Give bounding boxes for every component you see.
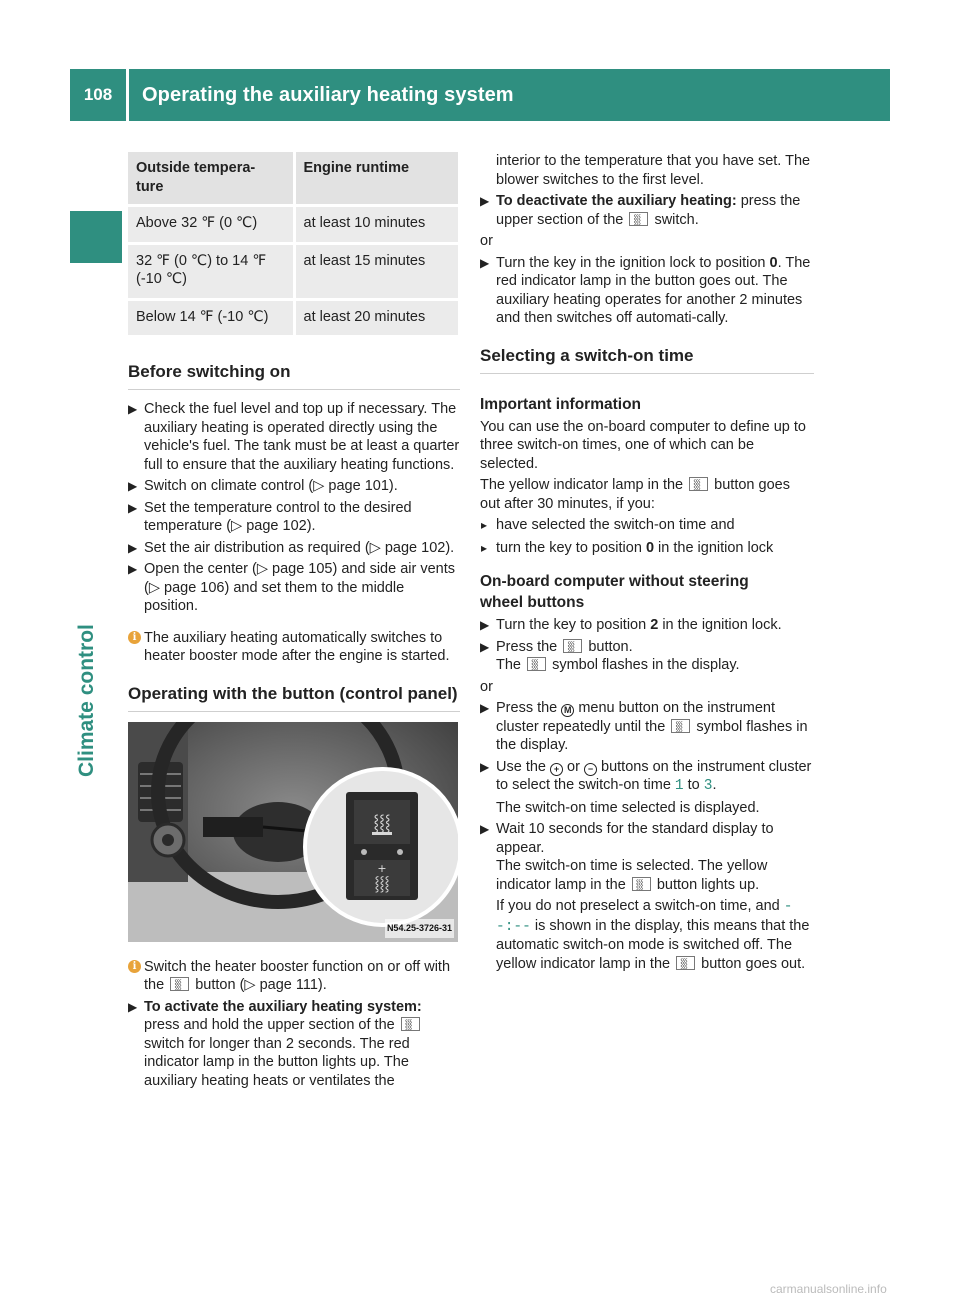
paragraph-text: is shown in the display, this means that the automatic switch-on mode is switched off. The yellow indicator lamp in the xyxy=(496,917,810,972)
list-item xyxy=(480,539,814,558)
arrow-icon xyxy=(128,560,137,579)
step-item xyxy=(480,820,814,894)
subsection-heading: Important information xyxy=(480,395,642,413)
step-text: Switch on climate control (▷ page 101). xyxy=(144,478,398,494)
step-text: symbol flashes in the display. xyxy=(552,657,740,673)
step-text: Turn the key to position xyxy=(496,617,647,633)
dashboard-illustration xyxy=(128,722,458,942)
step-text: menu button on the instrument cluster repeatedly until the xyxy=(496,700,775,735)
svg-text:⸾⸾⸾: ⸾⸾⸾ xyxy=(373,812,391,832)
step-item xyxy=(128,560,460,616)
step-label: To activate the auxiliary heating system: xyxy=(144,998,422,1015)
display-text: 1 xyxy=(674,778,684,794)
list-item xyxy=(480,516,814,535)
step-text: button. xyxy=(588,638,633,655)
paragraph: The switch-on time selected is displayed. xyxy=(496,799,760,816)
arrow-icon xyxy=(480,699,489,718)
info-icon: i xyxy=(128,631,141,644)
arrow-icon xyxy=(480,638,489,657)
table-cell: at least 15 minutes xyxy=(294,243,458,299)
step-text: press and hold the upper section of the xyxy=(144,1017,395,1033)
step-item xyxy=(480,616,814,635)
arrow-icon xyxy=(128,477,137,496)
step-item xyxy=(480,699,814,755)
section-label: Climate control xyxy=(75,624,98,777)
arrow-icon xyxy=(480,254,489,273)
step-text: switch for longer than 2 seconds. The red indicator lamp in the button lights up. The auxiliary heating heats or ventilates the xyxy=(144,1035,410,1089)
or-text: or xyxy=(480,233,493,249)
list-text: in the ignition lock xyxy=(658,539,774,556)
step-text: press the upper section of the xyxy=(496,193,801,228)
info-note xyxy=(128,958,460,995)
step-text: Set the air distribution as required (▷ page 102). xyxy=(144,539,455,556)
step-text: Press the xyxy=(496,638,558,655)
svg-text:+: + xyxy=(377,861,387,875)
step-text: buttons on the instrument cluster to select the switch-on time xyxy=(496,758,812,793)
auxiliary-heating-icon xyxy=(401,1017,420,1031)
step-text: Press the xyxy=(496,700,558,716)
table-row xyxy=(128,299,458,335)
figure-code: N54.25-3726-31 xyxy=(385,919,454,938)
or-text: or xyxy=(480,678,493,695)
key-position: 0 xyxy=(769,254,778,271)
step-item xyxy=(128,400,460,474)
step-text: Check the fuel level and top up if necessary. The auxiliary heating is operated directly using the vehicle's fuel. The tank must be at least a quarter full to ensure that the auxiliary heating functions. xyxy=(144,401,460,473)
table-header: Outside tempera- ture xyxy=(128,152,294,206)
step-item xyxy=(480,638,814,675)
info-note xyxy=(128,629,460,666)
key-position: 0 xyxy=(645,539,655,556)
auxiliary-heating-icon xyxy=(671,719,690,733)
paragraph-text: button goes out. xyxy=(701,955,806,972)
auxiliary-heating-icon xyxy=(676,956,695,970)
section-heading: Before switching on xyxy=(128,361,460,390)
section-marker xyxy=(70,211,122,263)
step-text: Turn the key in the ignition lock to position xyxy=(496,254,766,271)
minus-button-icon: − xyxy=(584,763,597,776)
display-text: --:-- xyxy=(496,899,793,935)
table-cell: Below 14 ℉ (-10 ℃) xyxy=(128,299,294,335)
step-text: . The red indicator lamp in the button goes out. The auxiliary heating operates for another 2 minutes and then switches off automati-cally. xyxy=(496,254,811,326)
table-cell: at least 10 minutes xyxy=(294,206,458,244)
arrow-icon xyxy=(480,192,489,211)
page-number: 108 xyxy=(83,84,113,104)
heater-booster-icon xyxy=(170,977,189,991)
paragraph-text: button goes out after 30 minutes, if you: xyxy=(480,477,790,512)
step-text: The xyxy=(496,657,521,673)
bullet-icon: ▸ xyxy=(481,540,488,555)
arrow-icon xyxy=(480,616,489,635)
bullet-icon: ▸ xyxy=(481,518,488,532)
step-text: Open the center (▷ page 105) and side air vents (▷ page 106) and set them to the middle position. xyxy=(144,561,456,614)
arrow-icon xyxy=(128,539,137,558)
arrow-icon xyxy=(480,820,489,839)
section-sidebar xyxy=(70,121,122,777)
menu-button-icon: M xyxy=(561,704,574,717)
svg-text:⸾⸾⸾: ⸾⸾⸾ xyxy=(374,875,390,892)
auxiliary-heating-icon xyxy=(629,212,648,226)
info-text: Switch the heater booster function on or off with the xyxy=(144,958,451,993)
step-item xyxy=(480,192,814,229)
table-cell: 32 ℉ (0 ℃) to 14 ℉ (-10 ℃) xyxy=(128,243,294,299)
step-item xyxy=(128,998,460,1091)
paragraph xyxy=(480,476,814,513)
info-icon: i xyxy=(128,960,141,973)
arrow-icon xyxy=(128,998,137,1017)
table-cell: at least 20 minutes xyxy=(294,299,458,335)
table-row xyxy=(128,206,458,244)
auxiliary-heating-icon xyxy=(527,657,546,671)
step-item xyxy=(128,539,460,558)
auxiliary-heating-icon xyxy=(632,877,651,891)
arrow-icon xyxy=(128,499,137,518)
info-text: The auxiliary heating automatically switches to heater booster mode after the engine is started. xyxy=(144,629,450,664)
plus-button-icon: + xyxy=(550,763,563,776)
key-position: 2 xyxy=(650,617,659,633)
step-text: button lights up. xyxy=(656,876,760,893)
auxiliary-heating-icon xyxy=(563,639,582,653)
display-text: 3 xyxy=(703,778,713,794)
paragraph-text: The yellow indicator lamp in the xyxy=(480,477,684,493)
continued-text: interior to the temperature that you have set. The blower switches to the first level. xyxy=(496,153,811,188)
list-text: turn the key to position xyxy=(496,539,642,556)
list-text: have selected the switch-on time and xyxy=(496,517,735,533)
step-item xyxy=(128,499,460,536)
step-text: symbol flashes in the display. xyxy=(496,718,808,753)
step-item xyxy=(128,477,460,496)
step-text: switch. xyxy=(654,211,699,228)
paragraph: You can use the on-board computer to define up to three switch-on times, one of which can be selected. xyxy=(480,418,806,472)
step-text: . xyxy=(712,777,717,793)
step-text: or xyxy=(567,758,580,775)
step-item xyxy=(480,254,814,328)
step-text: The switch-on time is selected. The yellow indicator lamp in the xyxy=(496,858,768,893)
step-text: Use the xyxy=(496,758,546,775)
section-heading: Operating with the button (control panel) xyxy=(128,683,460,712)
step-text: in the ignition lock. xyxy=(662,617,782,633)
step-text: to xyxy=(687,777,700,793)
section-heading: Selecting a switch-on time xyxy=(480,345,814,374)
page-title: Operating the auxiliary heating system xyxy=(142,83,514,106)
arrow-icon xyxy=(128,400,137,419)
subsection-heading: On-board computer without steering wheel buttons xyxy=(480,573,749,611)
paragraph-text: If you do not preselect a switch-on time, and xyxy=(496,898,780,914)
left-column xyxy=(128,152,460,1093)
site-watermark: carmanualsonline.info xyxy=(770,1282,887,1296)
runtime-table xyxy=(128,152,458,335)
step-label: To deactivate the auxiliary heating: xyxy=(496,193,737,209)
right-column xyxy=(480,152,814,976)
step-text: Set the temperature control to the desired temperature (▷ page 102). xyxy=(144,499,412,534)
control-panel-figure xyxy=(128,722,458,942)
table-header: Engine runtime xyxy=(294,152,458,206)
table-cell: Above 32 ℉ (0 ℃) xyxy=(128,206,294,244)
step-item xyxy=(480,758,814,796)
page-header xyxy=(70,69,890,121)
auxiliary-heating-icon xyxy=(689,477,708,491)
info-text: button (▷ page 111). xyxy=(195,977,327,993)
paragraph xyxy=(480,897,814,973)
table-row xyxy=(128,243,458,299)
step-text: Wait 10 seconds for the standard display to appear. xyxy=(496,821,774,856)
arrow-icon xyxy=(480,758,489,777)
